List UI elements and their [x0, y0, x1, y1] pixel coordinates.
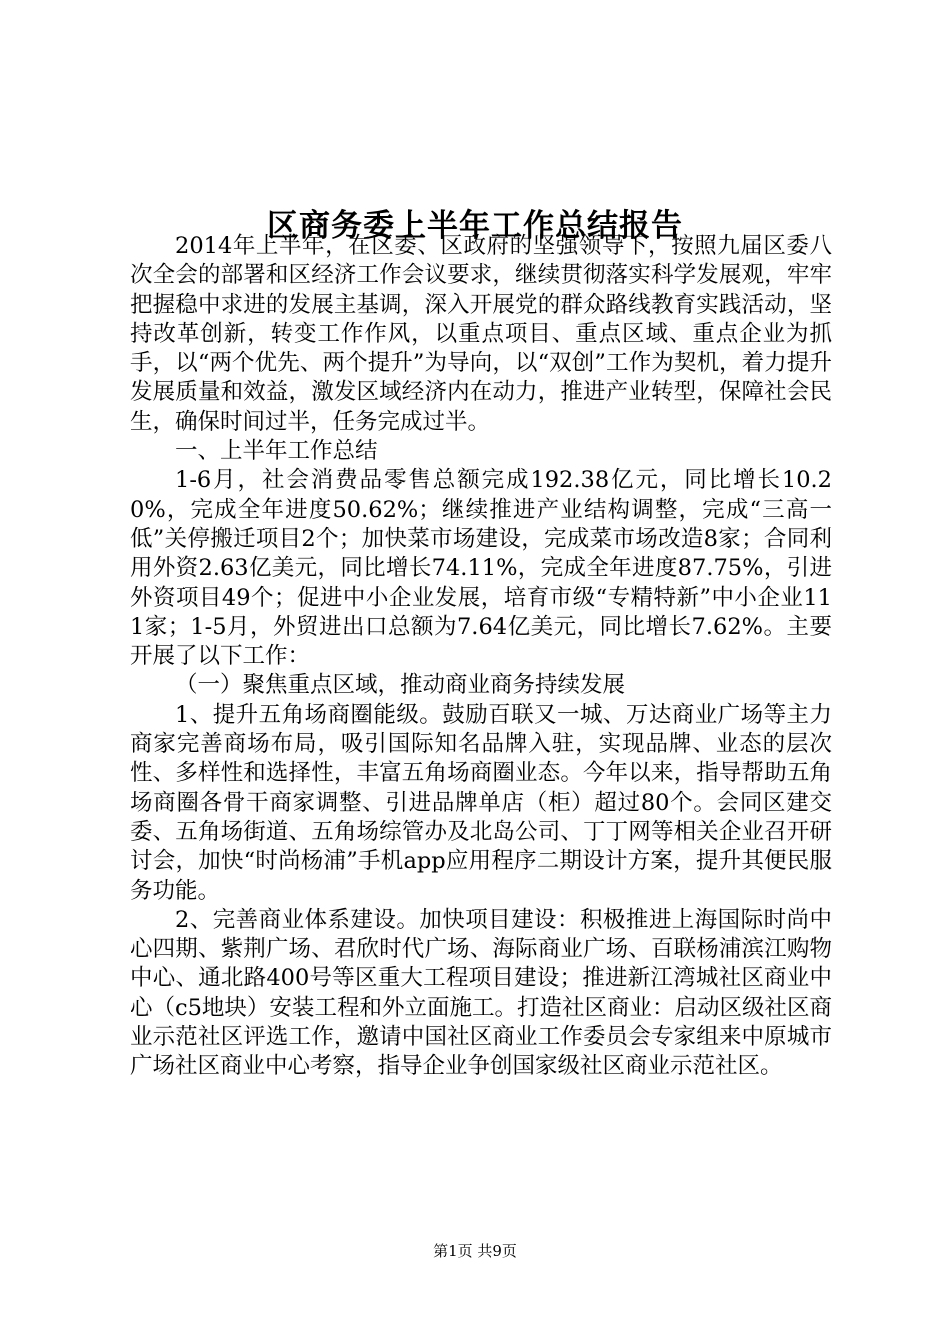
- item-paragraph-wujiaochang: 1、提升五角场商圈能级。鼓励百联又一城、万达商业广场等主力商家完善商场布局，吸引国际知名品牌入驻，实现品牌、业态的层次性、多样性和选择性，丰富五角场商圈业态。今年以来，指导帮助五角场商圈各骨干商家调整、引进品牌单店（柜）超过80个。会同区建交委、五角场街道、五角场综管办及北岛公司、丁丁网等相关企业召开研讨会，加快“时尚杨浦”手机app应用程序二期设计方案，提升其便民服务功能。: [130, 701, 832, 904]
- section-heading-summary: 一、上半年工作总结: [175, 438, 378, 465]
- item-paragraph-commerce-system: 2、完善商业体系建设。加快项目建设：积极推进上海国际时尚中心四期、紫荆广场、君欣时代广场、海际商业广场、百联杨浦滨江购物中心、通北路400号等区重大工程项目建设；推进新江湾城社区商业中心（c5地块）安装工程和外立面施工。打造社区商业：启动区级社区商业示范社区评选工作，邀请中国社区商业工作委员会专家组来中原城市广场社区商业中心考察，指导企业争创国家级社区商业示范社区。: [130, 906, 832, 1080]
- intro-paragraph: 2014年上半年，在区委、区政府的坚强领导下，按照九届区委八次全会的部署和区经济工作会议要求，继续贯彻落实科学发展观，牢牢把握稳中求进的发展主基调，深入开展党的群众路线教育实践活动，坚持改革创新，转变工作作风，以重点项目、重点区域、重点企业为抓手，以“两个优先、两个提升”为导向，以“双创”工作为契机，着力提升发展质量和效益，激发区域经济内在动力，推进产业转型，保障社会民生，确保时间过半，任务完成过半。: [130, 233, 832, 435]
- subsection-heading-key-areas: （一）聚焦重点区域，推动商业商务持续发展: [175, 672, 626, 699]
- document-title: 区商务委上半年工作总结报告: [267, 207, 683, 244]
- document-body: [130, 232, 832, 1082]
- statistics-paragraph: 1-6月，社会消费品零售总额完成192.38亿元，同比增长10.20%，完成全年进度50.62%；继续推进产业结构调整，完成“三高一低”关停搬迁项目2个；加快菜市场建设，完成菜市场改造8家；合同利用外资2.63亿美元，同比增长74.11%，完成全年进度87.75%，引进外资项目49个；促进中小企业发展，培育市级“专精特新”中小企业111家；1-5月，外贸进出口总额为7.64亿美元，同比增长7.62%。主要开展了以下工作：: [130, 467, 832, 670]
- page-number-footer: 第1页 共9页: [433, 1242, 517, 1260]
